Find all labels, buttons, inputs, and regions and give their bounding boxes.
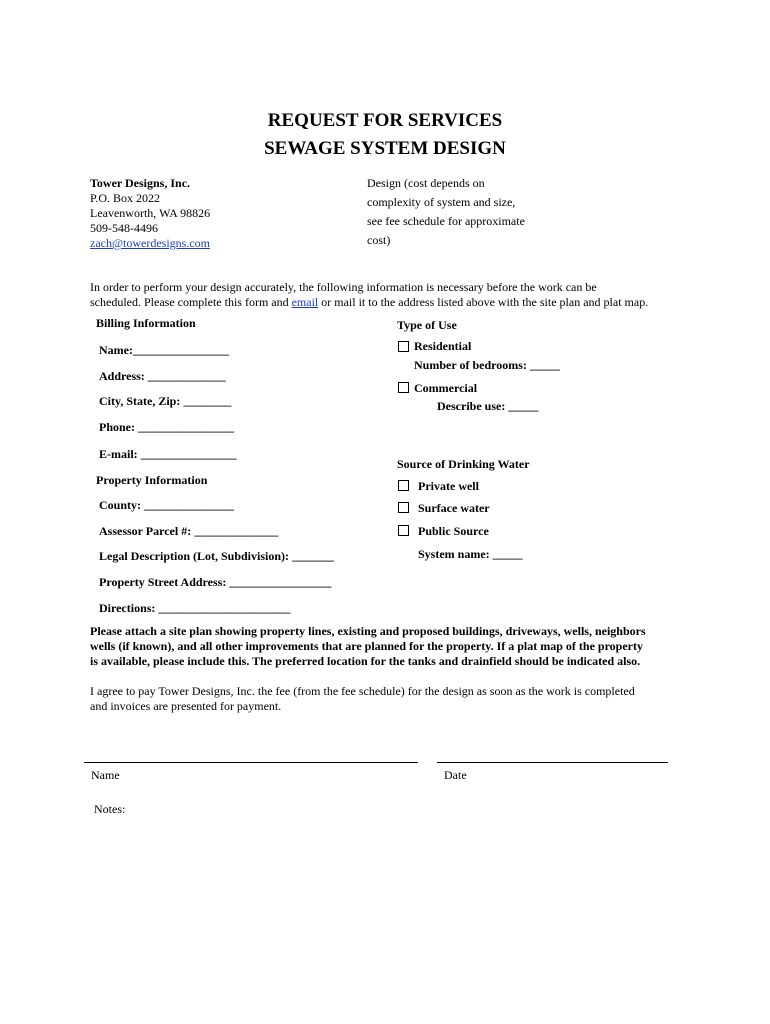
attach-note-line1: Please attach a site plan showing property lines, existing and proposed buildings, driveways, wells, neighbors [90,624,646,638]
intro-line1: In order to perform your design accurately, the following information is necessary before the work can be [90,280,597,294]
commercial-label: Commercial [414,381,478,395]
date-signature-line[interactable] [437,762,668,763]
billing-heading: Billing Information [96,316,196,330]
company-po-box: P.O. Box 2022 [90,191,161,205]
design-note-line4: cost) [367,233,391,247]
company-name: Tower Designs, Inc. [90,176,191,190]
company-phone: 509-548-4496 [90,221,158,235]
billing-phone-field[interactable]: Phone: ________________ [99,420,234,434]
bedrooms-field[interactable]: Number of bedrooms: _____ [414,358,560,372]
surface-water-checkbox[interactable] [398,502,409,513]
water-heading: Source of Drinking Water [397,457,530,471]
notes-label: Notes: [94,802,126,816]
company-city: Leavenworth, WA 98826 [90,206,211,220]
private-well-checkbox[interactable] [398,480,409,491]
system-name-field[interactable]: System name: _____ [418,547,523,561]
form-title-line1: REQUEST FOR SERVICES [267,110,503,131]
property-legal-field[interactable]: Legal Description (Lot, Subdivision): _______ [99,549,335,563]
billing-name-field[interactable]: Name:________________ [99,343,229,357]
public-source-label: Public Source [418,524,489,538]
property-directions-field[interactable]: Directions: ______________________ [99,601,291,615]
property-parcel-field[interactable]: Assessor Parcel #: ______________ [99,524,279,538]
intro-email-link[interactable]: email [291,295,319,309]
billing-address-field[interactable]: Address: _____________ [99,369,226,383]
billing-city-field[interactable]: City, State, Zip: ________ [99,394,232,408]
intro-line2 [90,295,648,310]
company-email-link[interactable]: zach@towerdesigns.com [90,236,211,250]
billing-email-field[interactable]: E-mail: ________________ [99,447,237,461]
commercial-checkbox[interactable] [398,382,409,393]
intro-line2-text: scheduled. Please complete this form and [90,295,292,309]
attach-note-line3: is available, please include this. The preferred location for the tanks and drainfield should be indicated also. [90,654,641,668]
surface-water-label: Surface water [418,501,490,515]
design-note-line2: complexity of system and size, [367,195,516,209]
design-note-line3: see fee schedule for approximate [367,214,525,228]
name-signature-line[interactable] [84,762,418,763]
design-note-line1: Design (cost depends on [367,176,485,190]
date-label: Date [444,768,467,782]
private-well-label: Private well [418,479,479,493]
type-of-use-heading: Type of Use [397,318,457,332]
property-heading: Property Information [96,473,208,487]
intro-line2-rest: or mail it to the address listed above with the site plan and plat map. [318,295,649,309]
agreement-line2: and invoices are presented for payment. [90,699,282,713]
form-title-line2: SEWAGE SYSTEM DESIGN [264,138,506,159]
residential-label: Residential [414,339,472,353]
residential-checkbox[interactable] [398,341,409,352]
property-county-field[interactable]: County: _______________ [99,498,235,512]
attach-note-line2: wells (if known), and all other improvements that are planned for the property. If a plat map of the property [90,639,644,653]
name-label: Name [91,768,120,782]
agreement-line1: I agree to pay Tower Designs, Inc. the fee (from the fee schedule) for the design as soon as the work is completed [90,684,635,698]
describe-use-field[interactable]: Describe use: _____ [437,399,539,413]
property-street-field[interactable]: Property Street Address: _________________ [99,575,332,589]
public-source-checkbox[interactable] [398,525,409,536]
